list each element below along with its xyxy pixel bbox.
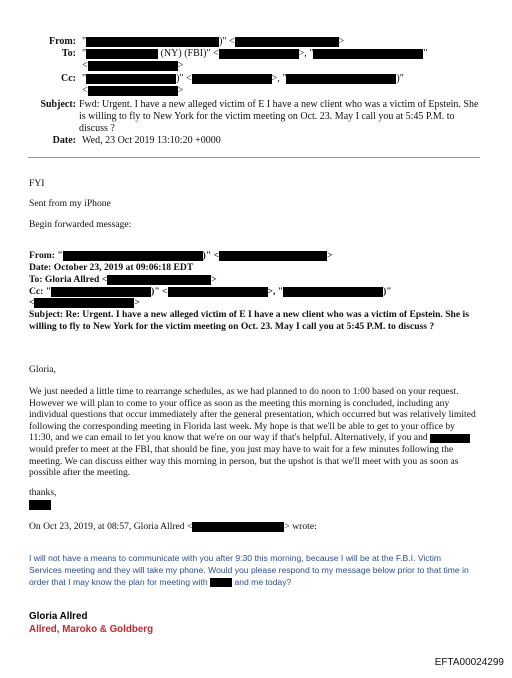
redaction-block: [286, 74, 396, 84]
fwd-cc-line: Cc: " )" < >, " )": [29, 286, 392, 297]
redaction-block: [219, 251, 327, 261]
to-value: " (NY) (FBI)" < >, " ": [82, 48, 428, 59]
subject-text: Fwd: Urgent. I have a new alleged victim of E I have a new client who was a victim of Epstein. She is willing to fly to New York for the victim meeting on Oct. 23. May I call you at 5:45 P.M. to discuss ?: [79, 99, 479, 134]
thanks-text: thanks,: [29, 487, 57, 498]
redaction-block: [192, 74, 272, 84]
cc-value-cont: < >: [82, 85, 184, 96]
begin-forwarded-text: Begin forwarded message:: [29, 219, 132, 230]
redaction-block: [51, 287, 151, 297]
redaction-block: [107, 275, 211, 285]
sent-from-text: Sent from my iPhone: [29, 198, 111, 209]
redaction-block: [86, 74, 176, 84]
redaction-block: [235, 37, 339, 47]
date-label: Date:: [52, 135, 76, 146]
greeting: Gloria,: [29, 364, 56, 375]
from-value: " )" < >: [82, 36, 345, 47]
redaction-block: [210, 578, 232, 587]
signature-firm: Allred, Maroko & Goldberg: [29, 624, 154, 635]
redaction-block: [34, 298, 134, 308]
redaction-block: [88, 86, 178, 96]
message-paragraph: We just needed a little time to rearrange schedules, as we had planned to do noon to 1:00 based on your request. However we will plan to come to your office as soon as the meeting this morning is concluded, including any individual questions that occur immediately after the general presentation, which occurred but was relatively limited following the corresponding meeting in Florida last week. My hope is that we'll be able to get to your office by 11:30, and we can email to let you know that we're on our way if that's helpful. Alternatively, if you and would prefer to meet at the FBI, that should be fine, you just may have to wait for a few minutes following the meeting. We can discuss either way this morning in person, but the upshot is that we'll meet with you as soon as possible after the meeting.: [29, 386, 476, 479]
signature-name: Gloria Allred: [29, 611, 88, 622]
quote-intro: On Oct 23, 2019, at 08:57, Gloria Allred < > wrote:: [29, 521, 317, 532]
to-label: To:: [61, 48, 76, 59]
redaction-block: [63, 251, 203, 261]
fwd-to-line: To: Gloria Allred < >: [29, 274, 217, 285]
fyi-text: FYI: [29, 178, 45, 189]
to-value-cont: < >: [82, 60, 184, 71]
redaction-block: [88, 61, 178, 71]
header-divider: [28, 157, 480, 158]
quoted-message: I will not have a means to communicate with you after 9:30 this morning, because I will be at the F.B.I. Victim Services meeting and they will take my phone. Would you please respond to my message below prior to that time in order that I may know the plan for meeting with and me today?: [29, 553, 469, 587]
redaction-block: [313, 49, 423, 59]
redaction-block: [86, 49, 158, 59]
cc-label: Cc:: [61, 73, 76, 84]
bates-number: EFTA00024299: [434, 657, 504, 668]
date-text: Wed, 23 Oct 2019 13:10:20 +0000: [82, 135, 221, 146]
redaction-block: [86, 37, 219, 47]
fwd-cc-line-cont: < >: [29, 297, 140, 308]
redaction-block: [168, 287, 268, 297]
redaction-block: [192, 522, 284, 532]
from-label: From:: [48, 36, 76, 47]
redaction-block: [430, 434, 470, 443]
fwd-subject: Subject: Re: Urgent. I have a new alleged victim of E I have a new client who was a victim of Epstein. She is willing to fly to New York for the victim meeting on Oct. 23. May I call you at 5:45 P.M. to discuss ?: [29, 309, 469, 332]
subject-label: Subject:: [40, 99, 76, 110]
redaction-block: [283, 287, 383, 297]
redaction-block: [219, 49, 299, 59]
redaction-block: [29, 500, 51, 510]
fwd-from-line: From: " )" < >: [29, 250, 333, 261]
cc-value: " )" < >, " )": [82, 73, 404, 84]
fwd-date-line: Date: October 23, 2019 at 09:06:18 EDT: [29, 262, 194, 273]
